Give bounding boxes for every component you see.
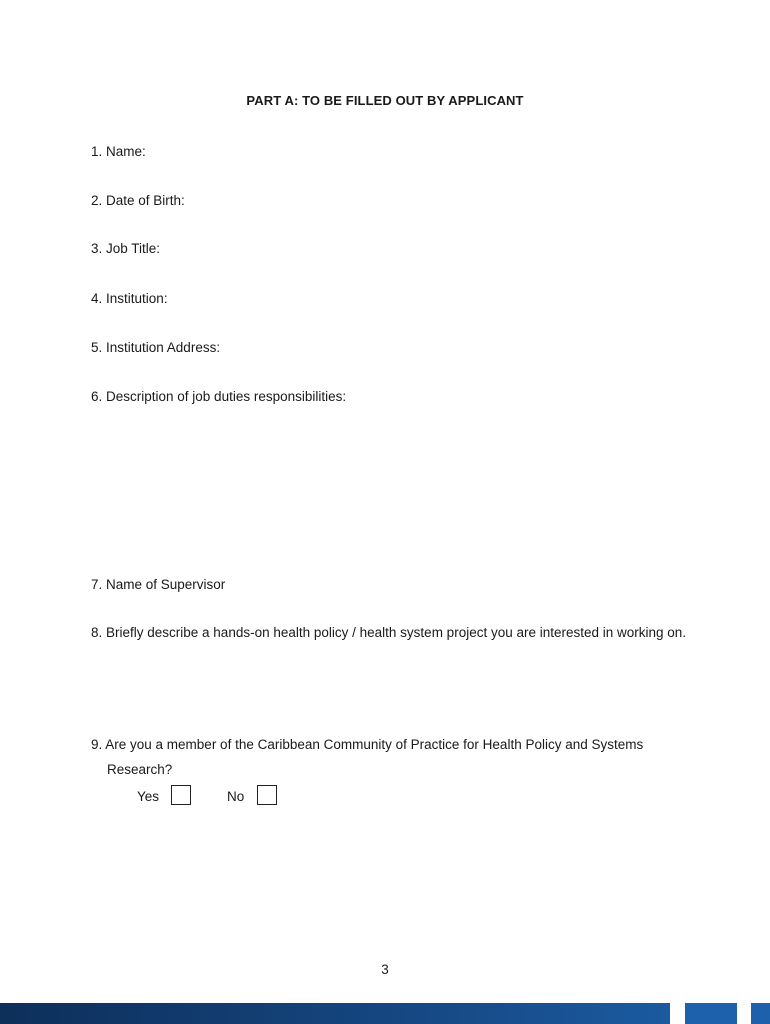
footer-block (751, 1003, 770, 1024)
yes-label: Yes (137, 789, 160, 804)
yes-checkbox[interactable] (171, 785, 191, 805)
question-institution-address: 5. Institution Address: (91, 340, 221, 355)
question-community-membership-continued: Research? (107, 762, 173, 777)
no-checkbox[interactable] (257, 785, 277, 805)
question-community-membership: 9. Are you a member of the Caribbean Community of Practice for Health Policy and Systems (91, 737, 644, 752)
no-label: No (227, 789, 245, 804)
question-date-of-birth: 2. Date of Birth: (91, 193, 185, 208)
question-name: 1. Name: (91, 144, 146, 159)
question-supervisor: 7. Name of Supervisor (91, 577, 226, 592)
question-job-duties: 6. Description of job duties responsibilities: (91, 389, 347, 404)
page-number: 3 (381, 962, 389, 977)
question-project-description: 8. Briefly describe a hands-on health policy / health system project you are interested in working on. (91, 625, 687, 640)
footer-bar (0, 1003, 670, 1024)
question-job-title: 3. Job Title: (91, 241, 161, 256)
section-heading: PART A: TO BE FILLED OUT BY APPLICANT (246, 93, 524, 108)
question-institution: 4. Institution: (91, 291, 168, 306)
footer-block (685, 1003, 737, 1024)
